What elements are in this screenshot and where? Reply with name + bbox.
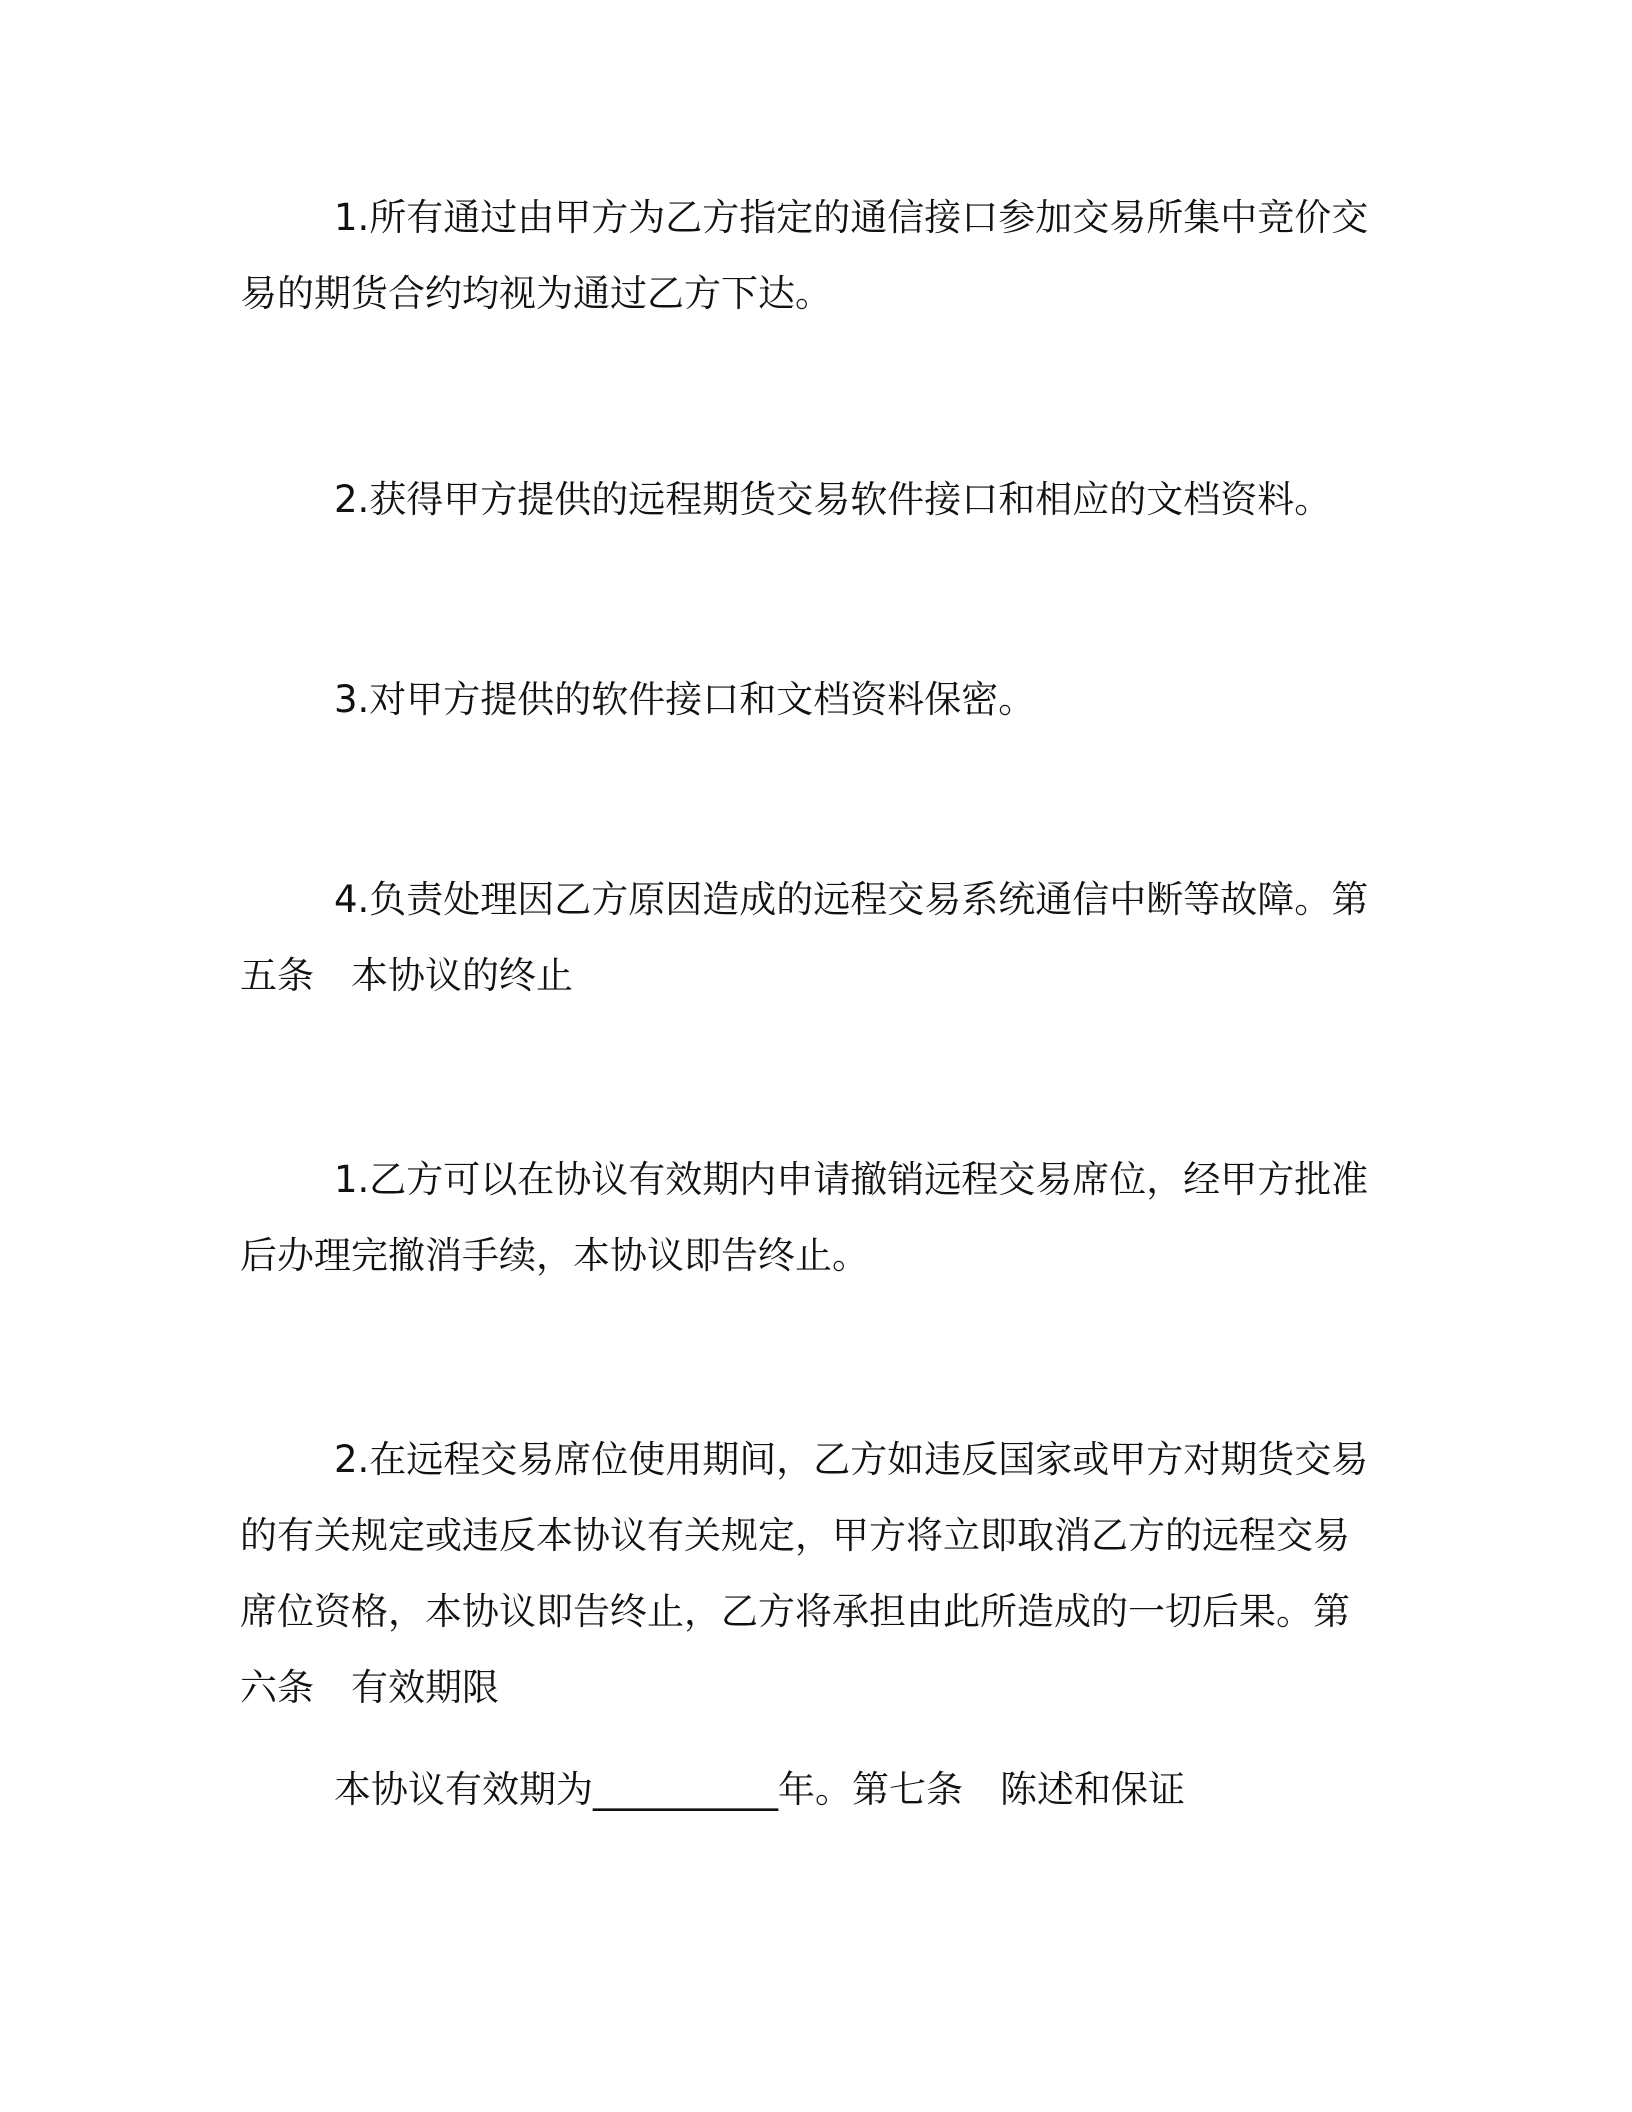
paragraph-4: 4.负责处理因乙方原因造成的远程交易系统通信中断等故障。第五条 本协议的终止	[240, 878, 1369, 997]
paragraph-1: 1.所有通过由甲方为乙方指定的通信接口参加交易所集中竞价交易的期货合约均视为通过乙方下达。	[240, 196, 1369, 315]
paragraph-3: 3.对甲方提供的软件接口和文档资料保密。	[334, 678, 1036, 721]
paragraph-2: 2.获得甲方提供的远程期货交易软件接口和相应的文档资料。	[334, 478, 1332, 521]
paragraph-5: 1.乙方可以在协议有效期内申请撤销远程交易席位，经甲方批准后办理完撤消手续，本协议即告终止。	[240, 1158, 1369, 1277]
paragraph-6: 2.在远程交易席位使用期间，乙方如违反国家或甲方对期货交易的有关规定或违反本协议有关规定，甲方将立即取消乙方的远程交易席位资格，本协议即告终止，乙方将承担由此所造成的一切后果。第六条 有效期限	[240, 1438, 1369, 1709]
paragraph-7: 本协议有效期为__________年。第七条 陈述和保证	[334, 1768, 1185, 1811]
